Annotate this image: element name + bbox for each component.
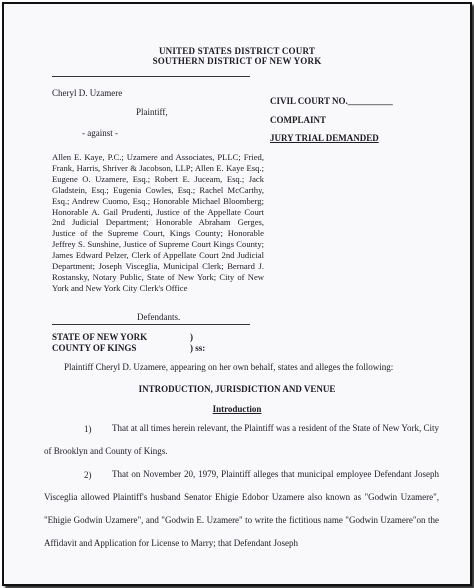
- defendants-list: Allen E. Kaye, P.C.; Uzamere and Associates, PLLC; Fried, Frank, Harris, Shriver & Jacobson, LLP; Allen E. Kaye Esq.; Eugene O. Uzamere, Esq.; Robert E. Juceam, Esq.; Jack Gladstein, Esq.; Eugenia Cowles, Esq.; Rachel McCarthy, Esq.; Andrew Cuomo, Esq.; Honorable Michael Bloomberg; Honorable A. Gail Prudenti, Justice of the Appellate Court 2nd Judicial Department; Honorable Abraham Gerges, Justice of the Supreme Court, Kings County; Honorable Jeffrey S. Sunshine, Justice of Supreme Court Kings County; James Edward Pelzer, Clerk of Appellate Court 2nd Judicial Department; Joseph Visceglia, Municipal Clerk; Bernard J. Rostansky, Notary Public, State of New York; City of New York and New York City Clerk's Office: [52, 152, 264, 293]
- court-name-line1: UNITED STATES DISTRICT COURT: [158, 46, 316, 56]
- plaintiff-name: Cheryl D. Uzamere: [52, 88, 123, 98]
- paragraph-2-text: That on November 20, 1979, Plaintiff alleges that municipal employee Defendant Joseph Visceglia allowed Plaintiff's husband Senator Ehigie Edobor Uzamere also known as "Godwin Uzamere", "Ehigie Godwin Uzamere", and "Godwin E. Uzamere" to write the fictitious name "Godwin Uzamere"on the Affidavit and Application for License to Marry; that Defendant Joseph: [44, 469, 439, 548]
- paragraph-2-number: 2): [84, 470, 92, 480]
- section-heading: INTRODUCTION, JURISDICTION AND VENUE: [138, 384, 336, 394]
- paragraph-1: [44, 417, 439, 463]
- against-label: - against -: [82, 128, 118, 138]
- venue-county: COUNTY OF KINGS: [52, 343, 137, 353]
- defendants-role: Defendants.: [137, 312, 181, 322]
- venue-state: STATE OF NEW YORK: [52, 332, 148, 342]
- paragraph-1-number: 1): [84, 424, 92, 434]
- venue-paren: ): [190, 332, 193, 342]
- paragraph-2: [44, 463, 439, 555]
- intro-statement: Plaintiff Cheryl D. Uzamere, appearing on her own behalf, states and alleges the following:: [64, 362, 394, 372]
- jury-trial-demanded: JURY TRIAL DEMANDED: [270, 133, 379, 143]
- caption-top-rule: [52, 76, 250, 77]
- document-page: [2, 2, 472, 586]
- paragraph-1-text: That at all times herein relevant, the Plaintiff was a resident of the State of New York, City of Brooklyn and County of Kings.: [44, 423, 439, 456]
- caption-bottom-rule: [52, 324, 250, 325]
- plaintiff-role: Plaintiff,: [136, 107, 168, 117]
- complaint-label: COMPLAINT: [270, 115, 326, 125]
- court-name-line2: SOUTHERN DISTRICT OF NEW YORK: [152, 56, 322, 66]
- civil-court-number: CIVIL COURT NO.__________: [270, 96, 393, 106]
- section-subheading: Introduction: [212, 404, 262, 414]
- venue-ss: ) ss:: [190, 343, 206, 353]
